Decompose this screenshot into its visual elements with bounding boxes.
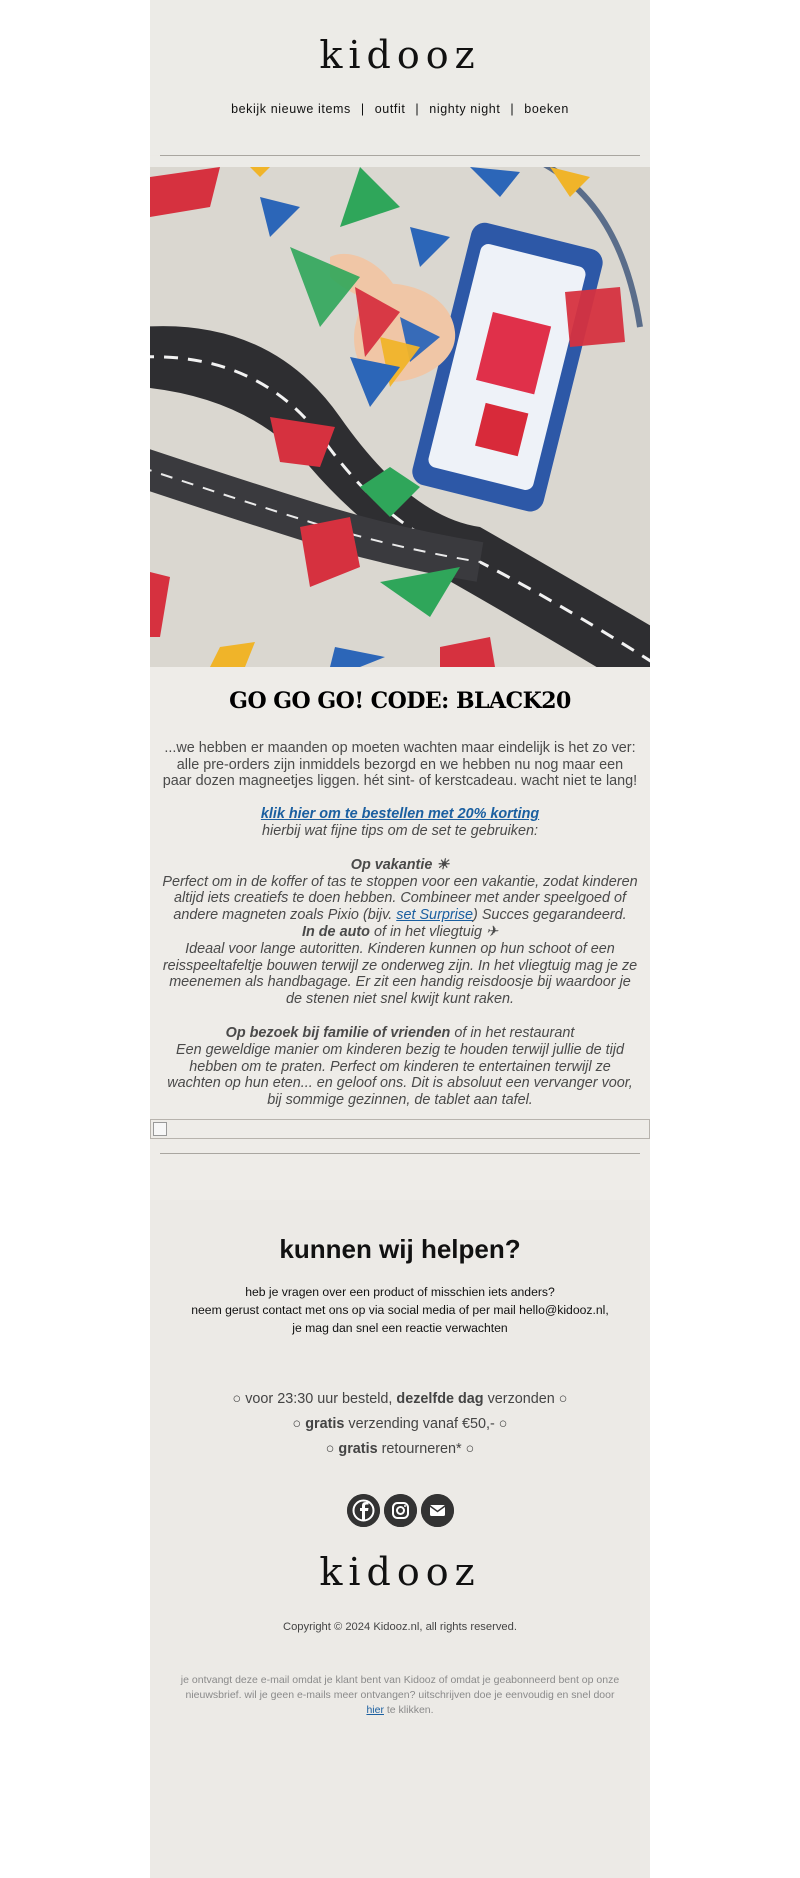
- usp-list: [150, 1387, 650, 1462]
- usp-same-day-pre: ○ voor 23:30 uur besteld,: [232, 1390, 397, 1407]
- headline: GO GO GO! CODE: BLACK20: [229, 688, 571, 714]
- tip-vakantie-text: [162, 874, 638, 924]
- usp-free-returns-bold: gratis: [338, 1440, 378, 1457]
- unsubscribe-text-end: te klikken.: [383, 1703, 434, 1716]
- help-line-1: heb je vragen over een product of misschien iets anders?: [245, 1284, 555, 1299]
- tip-bezoek-title: [162, 1025, 638, 1042]
- tips-intro: hierbij wat fijne tips om de set te gebruiken:: [262, 822, 538, 839]
- tip-auto-suffix: of in het vliegtuig ✈: [373, 923, 499, 940]
- usp-same-day-bold: dezelfde dag: [396, 1390, 484, 1407]
- tip-vakantie-text-part2: ) Succes gegarandeerd.: [473, 907, 627, 924]
- usp-free-shipping: [150, 1412, 650, 1437]
- instagram-icon[interactable]: [384, 1494, 417, 1527]
- broken-image: [150, 1119, 650, 1139]
- nav-separator: |: [415, 102, 420, 116]
- order-discount-link[interactable]: klik hier om te bestellen met 20% korting: [260, 806, 540, 823]
- usp-free-shipping-post: verzending vanaf €50,- ○: [344, 1415, 508, 1432]
- tip-auto-text: Ideaal voor lange autoritten. Kinderen kunnen op hun schoot of een reisspeeltafeltje bouwen terwijl ze onderweg zijn. In het vliegtuig mag je ze meenemen als handbagage. Er zit een handig reisdoosje bij waardoor je de stenen niet snel kwijt kunt raken.: [162, 940, 638, 1008]
- usp-free-returns-post: retourneren* ○: [377, 1440, 475, 1457]
- help-section: [150, 1202, 650, 1878]
- tip-vakantie-title: Op vakantie ☀: [350, 856, 450, 873]
- help-title: kunnen wij helpen?: [279, 1233, 521, 1264]
- tip-bezoek-suffix: of in het restaurant: [454, 1024, 575, 1041]
- logo[interactable]: kidooz: [319, 33, 481, 77]
- intro-text: ...we hebben er maanden op moeten wachten maar eindelijk is het zo ver: alle pre-orders zijn inmiddels bezorgd en we hebben nu nog maar een paar dozen magneetjes liggen. hét sint- of kerstcadeau. wacht niet te lang!: [162, 739, 638, 790]
- tip-auto-title: [162, 924, 638, 941]
- tip-auto-title-text: In de auto: [301, 923, 370, 940]
- tip-vakantie-text-part1: Perfect om in de koffer of tas te stoppen voor een vakantie, zodat kinderen altijd iets creatiefs te doen hebben. Combineer met ander speelgoed of andere magneten zoals Pixio (bijv.: [162, 873, 638, 924]
- mail-icon[interactable]: [421, 1494, 454, 1527]
- top-nav: [150, 102, 650, 116]
- social-links: [150, 1494, 650, 1527]
- copyright: Copyright © 2024 Kidooz.nl, all rights reserved.: [283, 1620, 517, 1633]
- nav-bekijk-nieuwe-items[interactable]: bekijk nieuwe items: [231, 102, 351, 116]
- unsubscribe-text: [178, 1673, 622, 1718]
- email-header: [150, 0, 650, 155]
- magnetic-tiles-photo: [150, 167, 650, 667]
- tip-bezoek-title-text: Op bezoek bij familie of vrienden: [225, 1024, 451, 1041]
- nav-separator: |: [510, 102, 515, 116]
- usp-free-shipping-bold: gratis: [305, 1415, 345, 1432]
- nav-outfit[interactable]: outfit: [374, 102, 406, 116]
- usp-free-shipping-pre: ○: [292, 1415, 306, 1432]
- hero-image[interactable]: [150, 167, 650, 667]
- nav-nighty-night[interactable]: nighty night: [429, 102, 501, 116]
- nav-boeken[interactable]: boeken: [524, 102, 569, 116]
- set-surprise-link[interactable]: set Surprise: [396, 907, 474, 924]
- usp-free-returns-pre: ○: [325, 1440, 339, 1457]
- broken-image-icon: [153, 1122, 167, 1136]
- help-text: [150, 1283, 650, 1337]
- unsubscribe-link[interactable]: hier: [366, 1703, 384, 1716]
- footer-logo[interactable]: kidooz: [319, 1549, 481, 1594]
- facebook-icon[interactable]: [347, 1494, 380, 1527]
- help-line-2: neem gerust contact met ons op via social media of per mail hello@kidooz.nl, je mag dan snel een reactie verwachten: [191, 1302, 609, 1335]
- tip-bezoek-text: Een geweldige manier om kinderen bezig te houden terwijl jullie de tijd hebben om te praten. Perfect om kinderen te entertainen terwijl ze wachten op hun eten... en geloof ons. Dit is absoluut een vervanger voor, bij sommige gezinnen, de tablet aan tafel.: [167, 1041, 633, 1109]
- nav-separator: |: [360, 102, 365, 116]
- usp-free-returns: [150, 1437, 650, 1462]
- email-container: [150, 0, 650, 1746]
- main-content: [150, 667, 650, 1200]
- usp-same-day: [150, 1387, 650, 1412]
- usp-same-day-post: verzonden ○: [483, 1390, 568, 1407]
- unsubscribe-text-main: je ontvangt deze e-mail omdat je klant bent van Kidooz of omdat je geabonneerd bent op onze nieuwsbrief. wil je geen e-mails meer ontvangen? uitschrijven doe je eenvoudig en snel door: [180, 1673, 620, 1701]
